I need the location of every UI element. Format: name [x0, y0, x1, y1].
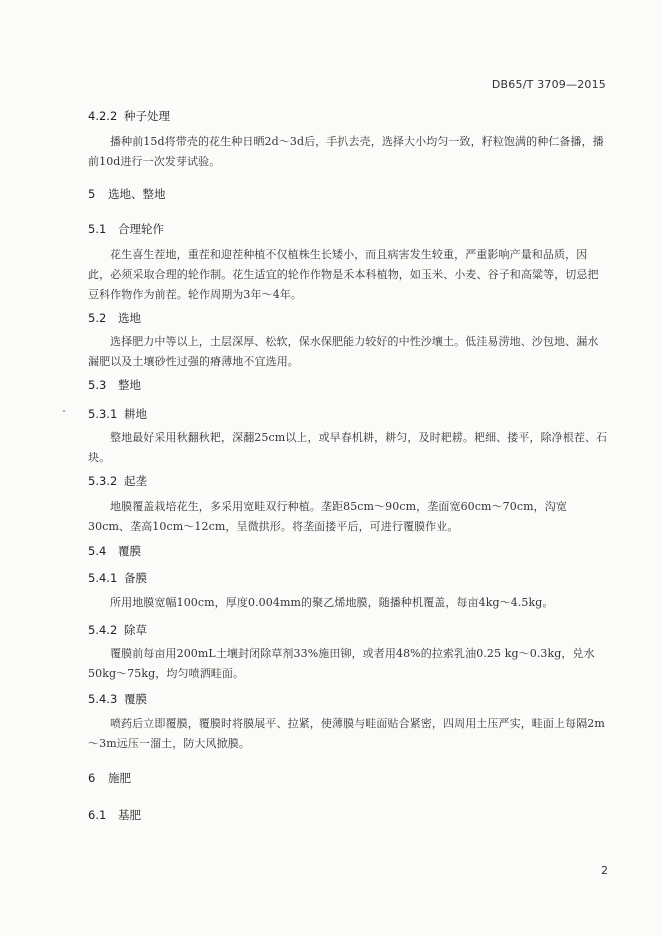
heading-5-3 — [88, 377, 141, 393]
heading-number: 5.2 — [88, 311, 107, 325]
heading-5-4-1 — [88, 570, 147, 586]
heading-title: 合理轮作 — [118, 222, 164, 236]
heading-5-1 — [88, 221, 164, 237]
heading-number: 5.3.2 — [88, 474, 118, 488]
heading-title: 种子处理 — [124, 109, 170, 123]
heading-title: 备膜 — [124, 571, 147, 585]
heading-4-2-2 — [88, 108, 170, 124]
paragraph-5-2: 选择肥力中等以上，土层深厚、松软，保水保肥能力较好的中性沙壤土。低洼易涝地、沙包地、漏水漏肥以及土壤砂性过强的瘠薄地不宜选用。 — [88, 335, 599, 368]
paragraph-4-2-2: 播种前15d将带壳的花生种日晒2d～3d后，手扒去壳，选择大小均匀一致，籽粒饱满的种仁备播，播前10d进行一次发芽试验。 — [88, 135, 604, 168]
heading-title: 耕地 — [124, 407, 147, 421]
heading-number: 4.2.2 — [88, 109, 118, 123]
heading-title: 选地 — [118, 311, 141, 325]
heading-5-4-2 — [88, 622, 147, 638]
heading-number: 5.3.1 — [88, 407, 118, 421]
paragraph-5-4-1: 所用地膜宽幅100cm，厚度0.004mm的聚乙烯地膜，随播种机覆盖，每亩4kg～4.5kg。 — [110, 596, 554, 609]
paragraph-5-1: 花生喜生茬地，重茬和迎茬种植不仅植株生长矮小，而且病害发生较重，严重影响产量和品质，因此，必须采取合理的轮作制。花生适宜的轮作作物是禾本科植物，如玉米、小麦、谷子和高粱等，切忌把豆科作物作为前茬。轮作周期为3年～4年。 — [88, 248, 599, 301]
heading-number: 5.4.2 — [88, 623, 118, 637]
heading-number: 5.1 — [88, 222, 107, 236]
heading-5 — [88, 186, 166, 202]
heading-6 — [88, 770, 131, 786]
paragraph-5-4-3: 喷药后立即覆膜，覆膜时将膜展平、拉紧，使薄膜与畦面贴合紧密，四周用土压严实，畦面上每隔2m～3m远压一溜土，防大风掀膜。 — [88, 717, 605, 750]
heading-number: 5.3 — [88, 378, 107, 392]
heading-number: 5 — [88, 187, 96, 201]
heading-title: 施肥 — [108, 771, 131, 785]
heading-title: 整地 — [118, 378, 141, 392]
heading-number: 5.4.3 — [88, 692, 118, 706]
scan-speck — [63, 410, 65, 412]
heading-5-3-1 — [88, 406, 147, 422]
heading-title: 基肥 — [118, 808, 141, 822]
heading-5-4-3 — [88, 691, 147, 707]
paragraph-5-3-1: 整地最好采用秋翻秋耙，深翻25cm以上，或早春机耕，耕匀，及时耙耢。耙细、搂平，除净根茬、石块。 — [88, 431, 608, 464]
heading-title: 起垄 — [124, 474, 147, 488]
heading-5-2 — [88, 310, 141, 326]
heading-title: 除草 — [124, 623, 147, 637]
page-number: 2 — [601, 864, 608, 877]
heading-6-1 — [88, 807, 141, 823]
heading-number: 6.1 — [88, 808, 107, 822]
heading-5-4 — [88, 543, 141, 559]
heading-title: 覆膜 — [118, 544, 141, 558]
paragraph-5-4-2: 覆膜前每亩用200mL土壤封闭除草剂33%施田铆，或者用48%的拉索乳油0.25 kg～0.3kg，兑水50kg～75kg，均匀喷洒畦面。 — [88, 647, 595, 680]
heading-title: 覆膜 — [124, 692, 147, 706]
paragraph-5-3-2: 地膜覆盖栽培花生，多采用宽畦双行种植。垄距85cm～90cm，垄面宽60cm～70cm，沟宽30cm、垄高10cm～12cm，呈微拱形。将垄面搂平后，可进行覆膜作业。 — [88, 500, 567, 533]
heading-number: 5.4.1 — [88, 571, 118, 585]
heading-5-3-2 — [88, 473, 147, 489]
heading-number: 6 — [88, 771, 96, 785]
heading-number: 5.4 — [88, 544, 107, 558]
heading-title: 选地、整地 — [108, 187, 166, 201]
standard-code: DB65/T 3709—2015 — [491, 78, 606, 91]
